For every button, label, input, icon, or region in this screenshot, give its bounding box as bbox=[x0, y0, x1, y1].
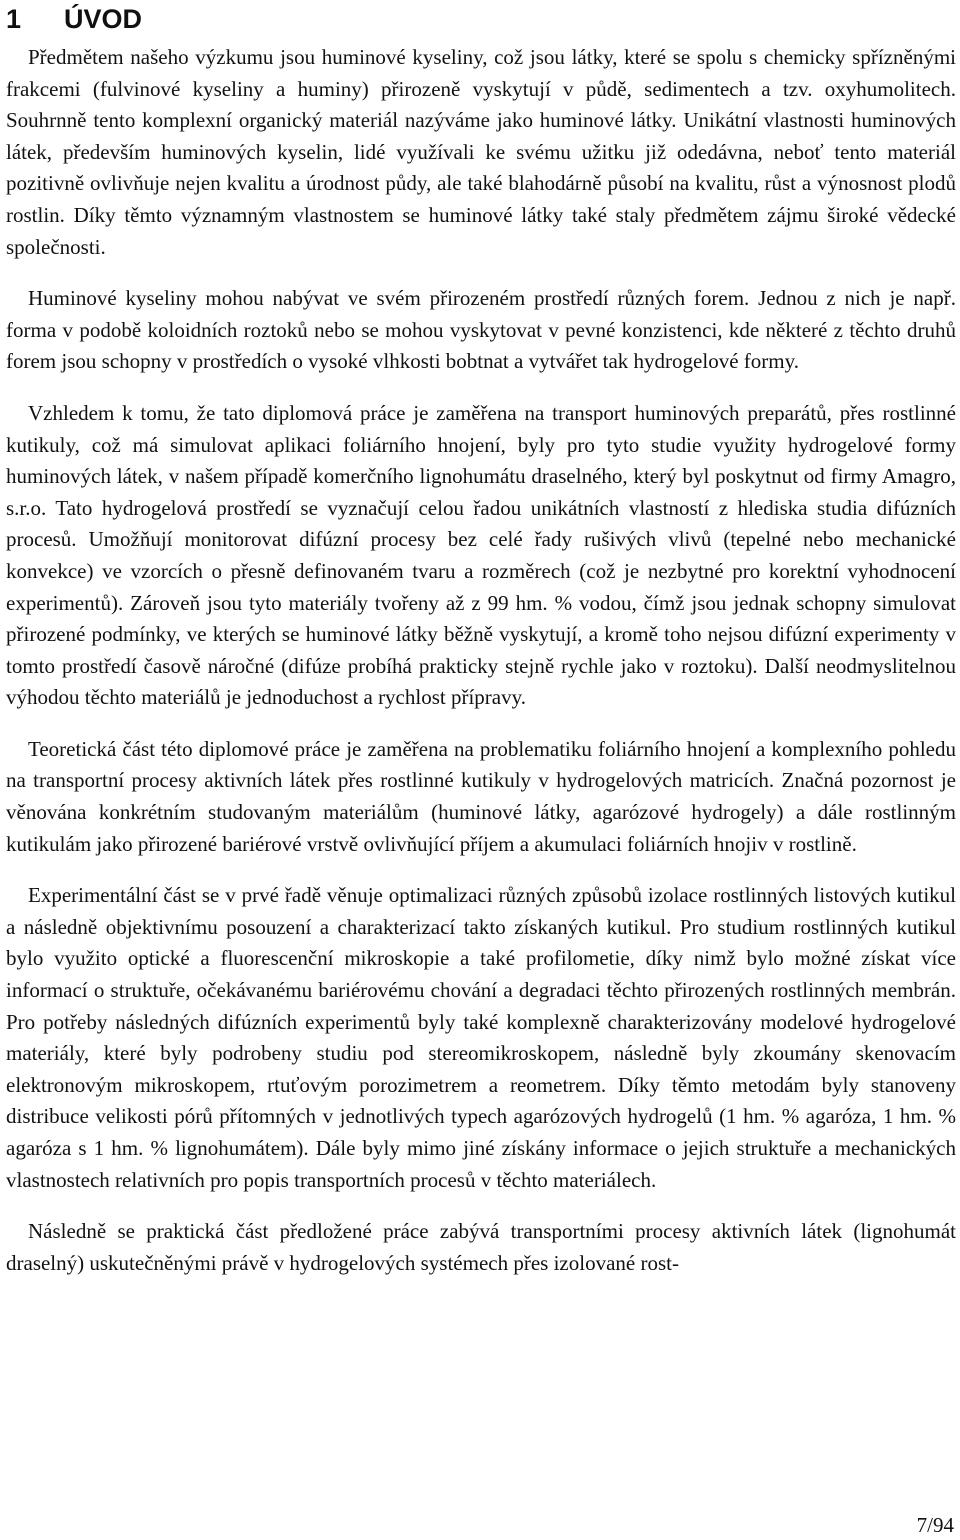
paragraph: Předmětem našeho výzkumu jsou huminové kyseliny, což jsou látky, které se spolu s chemicky spřízněnými frakcemi (fulvinové kyseliny a huminy) přirozeně vyskytují v půdě, sedimentech a tzv. oxyhumolitech. Souhrnně tento komplexní organický materiál nazýváme jako huminové látky. Unikátní vlastnosti huminových látek, především huminových kyselin, lidé využívali ke svému užitku již odedávna, neboť tento materiál pozitivně ovlivňuje nejen kvalitu a úrodnost půdy, ale také blahodárně působí na kvalitu, růst a výnosnost plodů rostlin. Díky těmto významným vlastnostem se huminové látky také staly předmětem zájmu široké vědecké společnosti. bbox=[6, 45, 956, 259]
paragraph: Vzhledem k tomu, že tato diplomová práce je zaměřena na transport huminových preparátů, přes rostlinné kutikuly, což má simulovat aplikaci foliárního hnojení, byly pro tyto studie využity hydrogelové formy huminových látek, v našem případě komerčního lignohumátu draselného, který byl poskytnut od firmy Amagro, s.r.o. Tato hydrogelová prostředí se vyznačují celou řadou unikátních vlastností z hlediska studia difúzních procesů. Umožňují monitorovat difúzní procesy bez celé řady rušivých vlivů (tepelné nebo mechanické konvekce) ve vzorcích o přesně definovaném tvaru a rozměrech (což je nezbytné pro korektní vyhodnocení experimentů). Zároveň jsou tyto materiály tvořeny až z 99 hm. % vodou, čímž jsou jednak schopny simulovat přirozené podmínky, ve kterých se huminové látky běžně vyskytují, a kromě toho nejsou difúzní experimenty v tomto prostředí časově náročné (difúze probíhá prakticky stejně rychle jako v roztoku). Další neodmyslitelnou výhodou těchto materiálů je jednoduchost a rychlost přípravy. bbox=[6, 400, 956, 710]
paragraph: Teoretická část této diplomové práce je zaměřena na problematiku foliárního hnojení a komplexního pohledu na transportní procesy aktivních látek přes rostlinné kutikuly v hydrogelových matricích. Značná pozornost je věnována konkrétním studovaným materiálům (huminové látky, agarózové hydrogely) a dále rostlinným kutikulám jako přirozené bariérové vrstvě ovlivňující příjem a akumulaci foliárních hnojiv v rostlině. bbox=[6, 736, 956, 856]
chapter-number: 1 bbox=[6, 4, 22, 34]
paragraph: Huminové kyseliny mohou nabývat ve svém přirozeném prostředí různých forem. Jednou z nich je např. forma v podobě koloidních roztoků nebo se mohou vyskytovat v pevné konzistenci, kde některé z těchto druhů forem jsou schopny v prostředích o vysoké vlhkosti bobtnat a vytvářet tak hydrogelové formy. bbox=[6, 286, 956, 374]
page-number: 7/94 bbox=[916, 1513, 954, 1537]
paragraph: Následně se praktická část předložené práce zabývá transportními procesy aktivních látek (lignohumát draselný) uskutečněnými právě v hydrogelových systémech přes izolované rost- bbox=[6, 1219, 956, 1275]
paragraph: Experimentální část se v prvé řadě věnuje optimalizaci různých způsobů izolace rostlinných listových kutikul a následně objektivnímu posouzení a charakterizací takto získaných kutikul. Pro studium rostlinných kutikul bylo využito optické a fluorescenční mikroskopie a také profilometie, díky nimž bylo možné získat více informací o struktuře, očekávanému bariérovému chování a degradaci těchto přirozených rostlinných membrán. Pro potřeby následných difúzních experimentů byly také komplexně charakterizovány modelové hydrogelové materiály, které byly podrobeny studiu pod stereomikroskopem, následně byly zkoumány skenovacím elektronovým mikroskopem, rtuťovým porozimetrem a reometrem. Díky těmto metodám byly stanoveny distribuce velikosti pórů přítomných v jednotlivých typech agarózových hydrogelů (1 hm. % agaróza, 1 hm. % agaróza s 1 hm. % lignohumátem). Dále byly mimo jiné získány informace o jejich struktuře a mechanických vlastnostech relativních pro popis transportních procesů v těchto materiálech. bbox=[6, 883, 956, 1192]
chapter-title: ÚVOD bbox=[64, 4, 143, 34]
chapter-heading bbox=[6, 0, 956, 42]
